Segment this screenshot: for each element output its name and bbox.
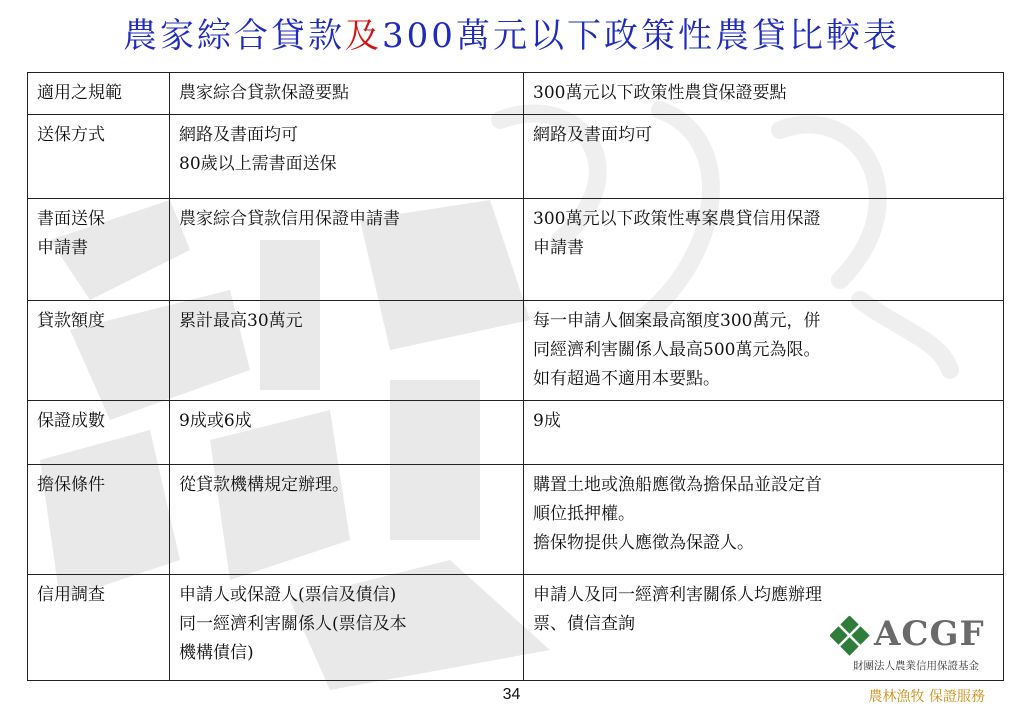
header-cell-policy-loan: 300萬元以下政策性農貸保證要點 bbox=[524, 73, 1004, 115]
cell-line: 網路及書面均可 bbox=[533, 125, 652, 145]
cell-line: 80歲以上需書面送保 bbox=[179, 154, 337, 174]
cell-line: 每一申請人個案最高額度300萬元，併 bbox=[533, 311, 821, 331]
cell-line: 申請書 bbox=[533, 238, 584, 258]
farm-loan-cell bbox=[170, 115, 524, 199]
policy-loan-cell bbox=[524, 301, 1004, 401]
farm-loan-cell bbox=[170, 401, 524, 465]
page-number: 34 bbox=[502, 686, 521, 703]
table-row bbox=[28, 465, 1004, 575]
row-label bbox=[28, 199, 170, 301]
policy-loan-cell bbox=[524, 465, 1004, 575]
row-label bbox=[28, 401, 170, 465]
farm-loan-cell bbox=[170, 301, 524, 401]
farm-loan-cell bbox=[170, 465, 524, 575]
cell-line: 購置土地或漁船應徵為擔保品並設定首 bbox=[533, 475, 822, 495]
row-label-line: 保證成數 bbox=[37, 411, 105, 431]
title-part-1: 農家綜合貸款 bbox=[123, 16, 346, 56]
farm-loan-cell bbox=[170, 199, 524, 301]
diamond-emblem-icon bbox=[830, 616, 870, 656]
table-header-row bbox=[28, 73, 1004, 115]
comparison-table bbox=[27, 72, 1004, 681]
cell-line: 累計最高30萬元 bbox=[179, 311, 303, 331]
logo-subtitle: 財團法人農業信用保證基金 bbox=[853, 660, 979, 672]
logo-text: ACGF bbox=[874, 614, 985, 654]
row-label bbox=[28, 115, 170, 199]
table-row bbox=[28, 199, 1004, 301]
cell-line: 9成 bbox=[533, 411, 561, 431]
footer-organization: 農林漁牧 保證服務 bbox=[868, 689, 985, 705]
row-label-line: 擔保條件 bbox=[37, 475, 105, 495]
cell-line: 同經濟利害關係人最高500萬元為限。 bbox=[533, 340, 821, 360]
row-label-line: 送保方式 bbox=[37, 125, 105, 145]
row-label bbox=[28, 575, 170, 681]
policy-loan-cell bbox=[524, 115, 1004, 199]
row-label-line: 貸款額度 bbox=[37, 311, 105, 331]
row-label-line: 申請書 bbox=[37, 238, 88, 258]
table-row bbox=[28, 401, 1004, 465]
row-label bbox=[28, 301, 170, 401]
cell-line: 9成或6成 bbox=[179, 411, 252, 431]
title-part-3: 300萬元以下政策性農貸比較表 bbox=[382, 16, 900, 56]
header-cell-farm-loan: 農家綜合貸款保證要點 bbox=[170, 73, 524, 115]
policy-loan-cell bbox=[524, 401, 1004, 465]
farm-loan-cell bbox=[170, 575, 524, 681]
cell-line: 網路及書面均可 bbox=[179, 125, 298, 145]
cell-line: 申請人或保證人(票信及債信) bbox=[179, 585, 397, 605]
cell-line: 如有超過不適用本要點。 bbox=[533, 369, 720, 389]
cell-line: 農家綜合貸款信用保證申請書 bbox=[179, 209, 400, 229]
page-title bbox=[0, 8, 1023, 57]
row-label bbox=[28, 465, 170, 575]
table-row bbox=[28, 301, 1004, 401]
cell-line: 從貸款機構規定辦理。 bbox=[179, 475, 349, 495]
header-cell-scope: 適用之規範 bbox=[28, 73, 170, 115]
table-row bbox=[28, 115, 1004, 199]
row-label-line: 信用調查 bbox=[37, 585, 105, 605]
cell-line: 擔保物提供人應徵為保證人。 bbox=[533, 533, 754, 553]
cell-line: 機構債信) bbox=[179, 643, 254, 663]
row-label-line: 書面送保 bbox=[37, 209, 105, 229]
acgf-logo bbox=[830, 614, 1002, 678]
cell-line: 申請人及同一經濟利害關係人均應辦理 bbox=[533, 585, 822, 605]
policy-loan-cell bbox=[524, 199, 1004, 301]
title-accent: 及 bbox=[345, 16, 383, 56]
cell-line: 票、債信查詢 bbox=[533, 614, 635, 634]
cell-line: 300萬元以下政策性專案農貸信用保證 bbox=[533, 209, 821, 229]
cell-line: 順位抵押權。 bbox=[533, 504, 635, 524]
cell-line: 同一經濟利害關係人(票信及本 bbox=[179, 614, 407, 634]
